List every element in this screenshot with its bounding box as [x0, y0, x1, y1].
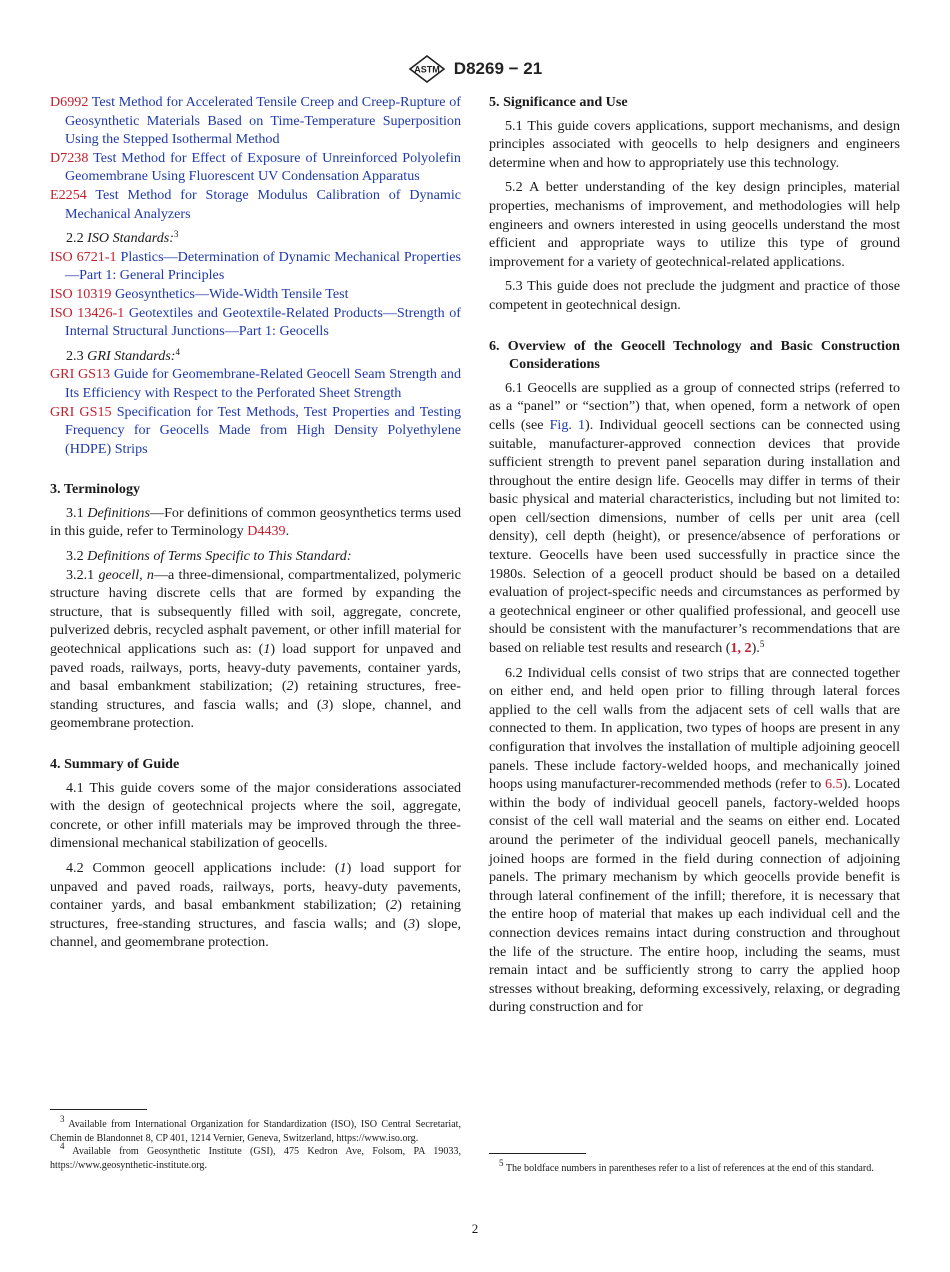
reference-title[interactable]: Geotextiles and Geotextile-Related Products—Strength of Internal Structural Junctions—Part 1: Geocells [65, 304, 461, 340]
reference-item [50, 248, 461, 285]
footnote-marker: 5 [759, 639, 765, 650]
paragraph-3-1: 3.1 Definitions—For definitions of common geosynthetics terms used in this guide, refer to Terminology D4439. [50, 504, 461, 540]
reference-title[interactable]: Test Method for Effect of Exposure of Unreinforced Polyolefin Geomembrane Using Fluorescent UV Condensation Apparatus [65, 149, 461, 185]
gri-reference-list [50, 365, 461, 458]
footnote-marker: 4 [175, 346, 180, 357]
right-column [489, 93, 900, 1017]
reference-item [50, 365, 461, 402]
iso-reference-list [50, 248, 461, 341]
reference-title[interactable]: Test Method for Storage Modulus Calibration of Dynamic Mechanical Analyzers [65, 186, 461, 222]
reference-code[interactable]: ISO 13426-1 [50, 304, 125, 321]
reference-code[interactable]: ISO 10319 [50, 285, 112, 302]
paragraph-6-1: 6.1 Geocells are supplied as a group of connected strips (referred to as a “panel” or “section”) that, when opened, form a network of open cells (see Fig. 1). Individual geocell sections can be connected using suitable, manufacturer-approved connection devices that provide sufficient strength to prevent panel separation during installation and throughout the entire design life. Geocells may differ in terms of their basic physical and material characteristics, including but not limited to: open cell/section dimensions, number of cells per unit area (cell density), cell depth (height), or presence/absence of perforations or texture. Geocells have been used successfully in practice since the 1980s. Selection of a geocell product should be based on a detailed evaluation of project-specific needs and circumstances as performed by a geotechnical engineer or other qualified professional, and geocell use should be consistent with the manufacturer’s recommendations that are based on reliable test results and research (1, 2).$^5$ [489, 379, 900, 657]
reference-title[interactable]: Specification for Test Methods, Test Properties and Testing Frequency for Geocells Made from High Density Polyethylene (HDPE) Strips [65, 403, 462, 457]
astm-logo-icon [408, 55, 446, 83]
reference-title[interactable]: Geosynthetics—Wide-Width Tensile Test [115, 285, 349, 302]
astm-reference-list [50, 93, 461, 223]
reference-item [50, 285, 461, 304]
section-heading-overview: 6. Overview of the Geocell Technology and Basic Construction Considerations [489, 337, 900, 373]
paragraph-5-2: 5.2 A better understanding of the key design principles, material properties, mechanisms of improvement, and methodologies will help engineers and owners interested in using geocells understand the most efficient and appropriate ways to utilize this type of ground improvement for a variety of geotechnical-related applications. [489, 179, 900, 270]
reference-item [50, 93, 461, 149]
terminology-link[interactable]: D4439 [247, 523, 286, 540]
section-heading-terminology: 3. Terminology [50, 481, 141, 498]
gri-standards-heading: 2.3 GRI Standards:$^4$ [66, 346, 180, 364]
paragraph-6-2: 6.2 Individual cells consist of two strips that are connected together on either end, and held open prior to filling through lateral forces applied to the cell walls from the adjacent sets of cell walls that are connected to them. In application, two types of hoops are present in any configuration that involves the installation of multiple adjoining geocell panels. These include factory-welded hoops, and mechanically joined hoops using manufacturer-recommended methods (refer to 6.5). Located within the body of individual geocell panels, factory-welded hoops consist of the cell wall material and the seams on either end. Located around the perimeter of the individual geocell panels, mechanically joined hoops are formed in the field during connection of adjoining panels. The primary mechanism by which geocells provide benefit is through lateral confinement of the infill; therefore, it is necessary that the entire hoop of material that makes up each individual cell and the connection devices remains intact during construction and throughout the life of the structure. The entire hoop, including the seams, must remain intact and be sufficiently strong to carry the applied hoop stresses without breaking, deforming excessively, relaxing, or degrading during construction and for [489, 664, 900, 1016]
reference-item [50, 403, 461, 459]
paragraph-4-2: 4.2 Common geocell applications include: (1) load support for unpaved and paved roads, railways, ports, heavy-duty pavements, container yards, and basal embankment stabilization; (2) retaining structures, free-standing structures, and fascia walls; and (3) slope, channel, and geomembrane protection. [50, 859, 461, 951]
reference-code[interactable]: D7238 [50, 149, 89, 166]
document-id: D8269 − 21 [453, 59, 543, 78]
page-number: 2 [471, 1221, 479, 1236]
reference-title[interactable]: Plastics—Determination of Dynamic Mechanical Properties—Part 1: General Principles [65, 248, 461, 284]
reference-code[interactable]: E2254 [50, 186, 87, 203]
footnote-3: $^3$ Available from International Organization for Standardization (ISO), ISO Central Secretariat, Chemin de Blandonnet 8, CP 401, 1214 Vernier, Geneva, Switzerland, https://www.iso.org. [50, 1114, 461, 1144]
footnote-marker: 3 [173, 229, 179, 240]
reference-item [50, 149, 461, 186]
paragraph-3-2-1: 3.2.1 geocell, n—a three-dimensional, compartmentalized, polymeric structure having discrete cells that are formed by expanding the structure, that is subsequently filled with soil, aggregate, concrete, pulverized debris, recycled asphalt pavement, or other infill material for geotechnical applications such as: (1) load support for unpaved and paved roads, railways, ports, heavy-duty pavements, container yards, and basal embankment stabilization; (2) retaining structures, free-standing structures, and fascia walls; and (3) slope, channel, and geomembrane protection. [50, 566, 462, 732]
footnote-divider [50, 1109, 147, 1110]
section-heading-summary: 4. Summary of Guide [50, 756, 180, 772]
reference-item [50, 186, 461, 223]
reference-code[interactable]: D6992 [50, 94, 89, 110]
figure-link[interactable]: Fig. 1 [549, 416, 585, 433]
left-column [50, 93, 461, 952]
reference-code[interactable]: GRI GS15 [50, 403, 112, 420]
left-footnotes [50, 1114, 461, 1172]
footnote-4: $^4$ Available from Geosynthetic Institute (GSI), 475 Kedron Ave, Folsom, PA 19033, https://www.geosynthetic-institute.org. [50, 1141, 461, 1171]
section-heading-significance: 5. Significance and Use [489, 94, 628, 110]
reference-code[interactable]: ISO 6721-1 [50, 248, 117, 265]
footnote-5: $^5$ The boldface numbers in parentheses refer to a list of references at the end of this standard. [499, 1158, 874, 1174]
paragraph-4-1: 4.1 This guide covers some of the major considerations associated with the design of geotechnical projects where the soil, aggregate, concrete, or other infill materials may be improved through the three-dimensional mechanical stabilization of geocells. [50, 779, 461, 852]
reference-code[interactable]: GRI GS13 [50, 366, 111, 383]
right-footnotes [489, 1158, 900, 1176]
footnote-divider [489, 1153, 586, 1154]
reference-title[interactable]: Test Method for Accelerated Tensile Creep and Creep-Rupture of Geosynthetic Materials Based on Time-Temperature Superposition Using the Stepped Isothermal Method [65, 94, 461, 148]
page-header [0, 54, 950, 84]
paragraph-5-3: 5.3 This guide does not preclude the judgment and practice of those competent in geotechnical design. [489, 278, 900, 313]
reference-numbers-link[interactable]: 1, 2 [730, 640, 752, 657]
iso-standards-heading: 2.2 ISO Standards:$^3$ [66, 229, 179, 247]
paragraph-5-1: 5.1 This guide covers applications, support mechanisms, and design principles associated with geocells to help designers and engineers determine when and how to appropriately use this technology. [489, 117, 900, 171]
paragraph-3-2: 3.2 Definitions of Terms Specific to This Standard: [66, 548, 352, 565]
reference-title[interactable]: Guide for Geomembrane-Related Geocell Seam Strength and Its Efficiency with Respect to the Perforated Sheet Strength [65, 366, 461, 401]
reference-item [50, 304, 461, 341]
logo-letters: ASTM [414, 64, 440, 75]
section-link[interactable]: 6.5 [825, 776, 843, 793]
